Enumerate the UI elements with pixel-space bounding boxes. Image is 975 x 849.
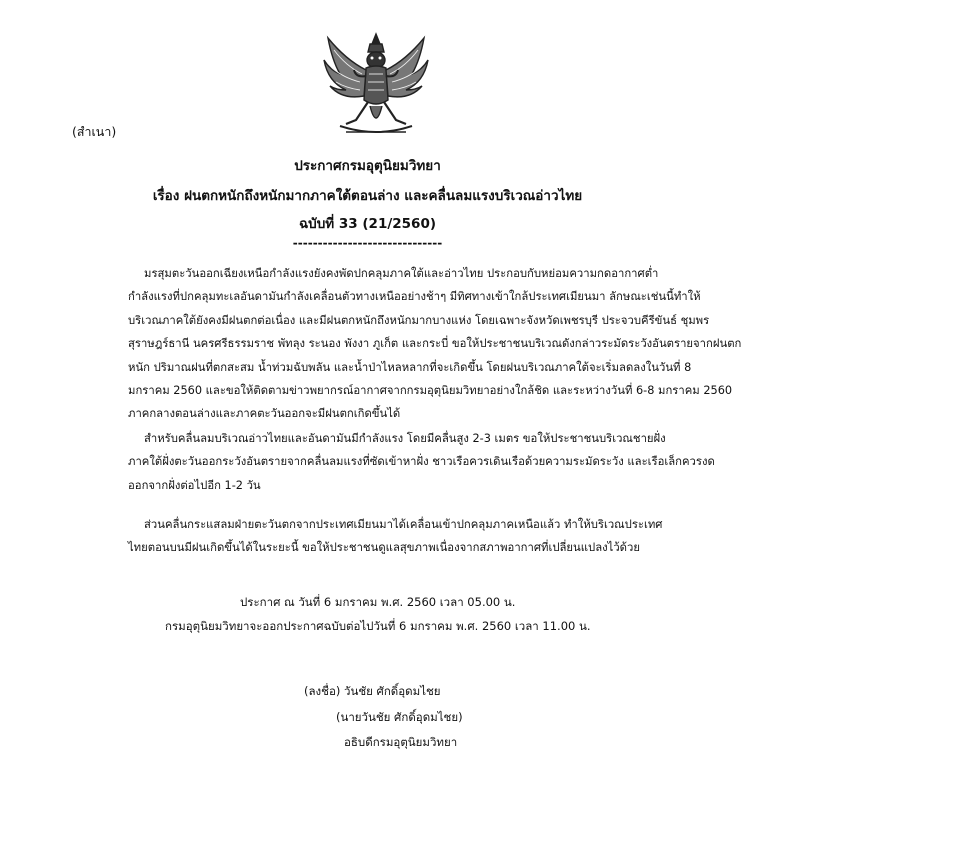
paragraph-line: ภาคใต้ฝั่งตะวันออกระวังอันตรายจากคลื่นลมแรงที่ซัดเข้าหาฝั่ง ชาวเรือควรเดินเรือด้วยความระมัดระวัง และเรือเล็กควรงด [128,455,715,469]
document-title: ประกาศกรมอุตุนิยมวิทยา [294,158,441,174]
copy-note: (สำเนา) [72,124,117,139]
signature-name: (นายวันชัย ศักดิ์อุดมไชย) [336,710,463,724]
paragraph-line: ภาคกลางตอนล่างและภาคตะวันออกจะมีฝนตกเกิดขึ้นได้ [128,407,401,421]
paragraph-westerly [128,513,663,560]
paragraph-line: ออกจากฝั่งต่อไปอีก 1-2 วัน [128,478,261,492]
issue-number: ฉบับที่ 33 (21/2560) [298,216,437,232]
paragraph-line: ไทยตอนบนมีฝนเกิดขึ้นได้ในระยะนี้ ขอให้ประชาชนดูแลสุขภาพเนื่องจากสภาพอากาศที่เปลี่ยนแปลงไว้ด้วย [128,541,640,555]
paragraph-waves [128,427,715,497]
paragraph-line: สุราษฎร์ธานี นครศรีธรรมราช พัทลุง ระนอง พังงา ภูเก็ต และกระบี่ ขอให้ประชาชนบริเวณดังกล่าวระมัดระวังอันตรายจากฝนตก [128,337,742,351]
document-subject: เรื่อง ฝนตกหนักถึงหนักมากภาคใต้ตอนล่าง และคลื่นลมแรงบริเวณอ่าวไทย [152,188,583,204]
paragraph-line: มรสุมตะวันออกเฉียงเหนือกำลังแรงยังคงพัดปกคลุมภาคใต้และอ่าวไทย ประกอบกับหย่อมความกดอากาศต่ำ [144,267,659,280]
divider: ------------------------------ [292,236,443,250]
paragraph-line: ส่วนคลื่นกระแสลมฝ่ายตะวันตกจากประเทศเมียนมาได้เคลื่อนเข้าปกคลุมภาคเหนือแล้ว ทำให้บริเวณประเทศ [144,518,663,531]
paragraph-line: บริเวณภาคใต้ยังคงมีฝนตกต่อเนื่อง และมีฝนตกหนักถึงหนักมากบางแห่ง โดยเฉพาะจังหวัดเพชรบุรี ประจวบคีรีขันธ์ ชุมพร [128,313,710,327]
paragraph-line: สำหรับคลื่นลมบริเวณอ่าวไทยและอันดามันมีกำลังแรง โดยมีคลื่นสูง 2-3 เมตร ขอให้ประชาชนบริเวณชายฝั่ง [144,432,666,445]
signature-position: อธิบดีกรมอุตุนิยมวิทยา [344,735,458,749]
garuda-emblem-icon [316,30,436,140]
paragraph-line: กำลังแรงที่ปกคลุมทะเลอันดามันกำลังเคลื่อนตัวทางเหนืออย่างช้าๆ มีทิศทางเข้าใกล้ประเทศเมียนมา ลักษณะเช่นนี้ทำให้ [128,290,701,304]
paragraph-line: มกราคม 2560 และขอให้ติดตามข่าวพยากรณ์อากาศจากกรมอุตุนิยมวิทยาอย่างใกล้ชิด และระหว่างวันที่ 6-8 มกราคม 2560 [128,384,733,398]
paragraph-line: หนัก ปริมาณฝนที่ตกสะสม น้ำท่วมฉับพลัน และน้ำป่าไหลหลากที่จะเกิดขึ้น โดยฝนบริเวณภาคใต้จะเริ่มลดลงในวันที่ 8 [128,360,692,374]
announcement-date: ประกาศ ณ วันที่ 6 มกราคม พ.ศ. 2560 เวลา 05.00 น. [240,595,516,609]
next-issue-note: กรมอุตุนิยมวิทยาจะออกประกาศฉบับต่อไปวันที่ 6 มกราคม พ.ศ. 2560 เวลา 11.00 น. [165,619,591,633]
paragraph-monsoon [128,262,742,426]
signature-line: (ลงชื่อ) วันชัย ศักดิ์อุดมไชย [304,684,441,698]
